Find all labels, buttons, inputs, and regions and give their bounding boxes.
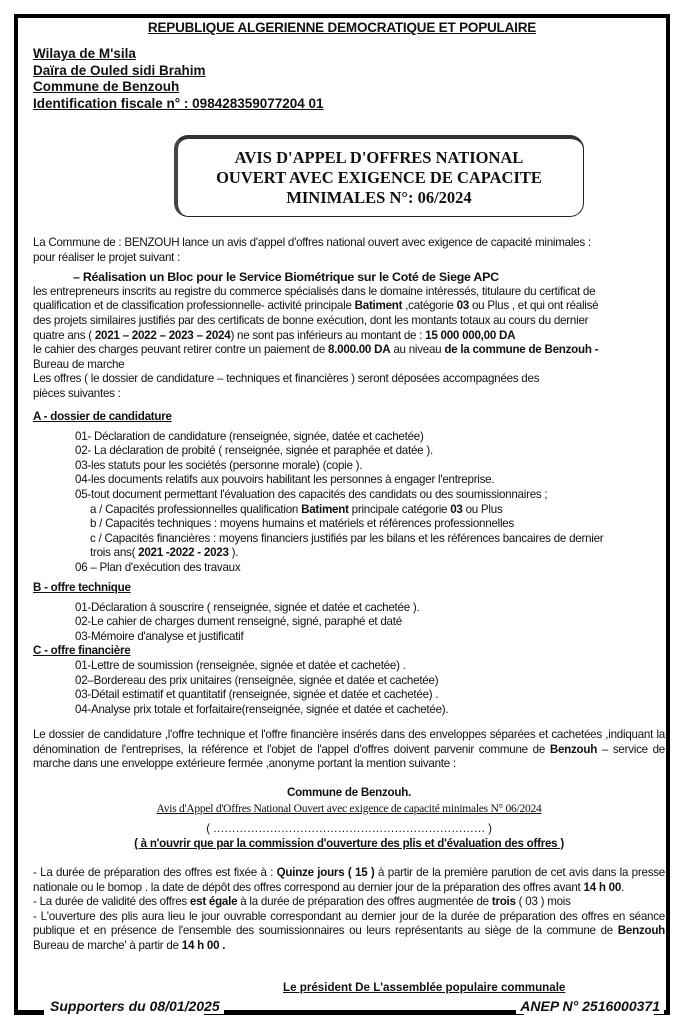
envelope-instructions	[33, 728, 665, 772]
text: quatre ans (	[33, 328, 95, 342]
section-c-item: 03-Détail estimatif et quantitatif (renseignée, signée et datée et cachetée) .	[75, 688, 439, 702]
text: .	[621, 880, 625, 894]
opening-time: 14 h 00 .	[181, 938, 226, 952]
commune: Commune de Benzouh	[33, 79, 180, 94]
text: a / Capacités professionnelles qualification	[90, 502, 302, 516]
text: Bureau de marche' à partir de	[33, 938, 182, 952]
category: 03	[456, 299, 469, 313]
section-c-item: 04-Analyse prix totale et forfaitaire(renseignée, signée et datée et cachetée).	[75, 702, 449, 716]
section-a-item: 03-les statuts pour les sociétés (personne morale) (copie ).	[75, 458, 363, 472]
section-a-item: 05-tout document permettant l'évaluation des capacités des candidats ou des soumissionnaires ;	[75, 487, 548, 501]
cahier-line	[33, 343, 665, 358]
project-title: – Réalisation un Bloc pour le Service Biométrique sur le Coté de Siege APC	[73, 270, 499, 285]
commune-name: Benzouh	[549, 742, 598, 756]
text: principale catégorie	[348, 502, 451, 516]
term-preparation	[33, 866, 665, 895]
capacity-c: c / Capacités financières : moyens financiers justifiés par les bilans et les références bancaires de dernier	[90, 531, 604, 545]
text: à la durée de préparation des offres augmentée de	[237, 895, 492, 909]
category: 03	[450, 502, 463, 516]
text: - La durée de validité des offres	[33, 895, 190, 909]
text: ) ne sont pas inférieurs au montant de :	[230, 328, 426, 342]
envelope-label-blank: ( ……………………………………………………………… )	[206, 822, 492, 836]
years: 2021 -2022 - 2023	[138, 546, 229, 560]
fee-amount: 8.000.00 DA	[328, 343, 391, 357]
text: trois ans(	[90, 546, 139, 560]
condition-line-1: les entrepreneurs inscrits au registre du commerce spécialisés dans le domaine intéressés, titulaure du certificat de	[33, 284, 596, 298]
minimum-amount: 15 000 000,00 DA	[425, 328, 516, 342]
text: ,catégorie	[402, 299, 457, 313]
intro-line-1: La Commune de : BENZOUH lance un avis d'appel d'offres national ouvert avec exigence de capacité minimales :	[33, 236, 591, 249]
title-line-1: AVIS D'APPEL D'OFFRES NATIONAL	[234, 148, 524, 167]
text: Le dossier de candidature ,l'offre technique et l'offre financière insérés dans des enveloppes séparées et cachetées ,indiquant la dénomination de l'entreprises, la référence et l'objet de l'appel d'offres doivent parvenir commune de	[33, 728, 665, 756]
activity: Batiment	[354, 299, 403, 313]
daira: Daïra de Ouled sidi Brahim	[33, 62, 206, 78]
capacity-a	[33, 503, 665, 518]
section-a	[33, 410, 665, 576]
footer-anep: ANEP N° 2516000371	[516, 998, 664, 1014]
envelope-label-commune: Commune de Benzouh.	[286, 786, 412, 799]
intro-section	[33, 236, 665, 402]
commune-name: Benzouh	[617, 924, 665, 938]
title-line-3: MINIMALES N°: 06/2024	[286, 188, 472, 207]
section-c-item: 01-Lettre de soumission (renseignée, signée et datée et cachetée) .	[75, 658, 406, 672]
section-c-heading: C - offre financière	[33, 644, 131, 658]
border-segment	[14, 1010, 44, 1015]
location: de la commune de Benzouh -	[444, 343, 599, 357]
envelope-label	[33, 786, 665, 851]
intro-line-2: pour réaliser le projet suivant :	[33, 250, 181, 264]
text: à partir de la première parution de cet avis dans la presse nationale ou le bomop . la date de dépôt des offres correspond au dernier jour de la préparation des offres avant	[33, 866, 665, 894]
section-a-heading: A - dossier de candidature	[33, 410, 172, 423]
text: - La durée de préparation des offres est fixée à :	[33, 866, 277, 879]
activity: Batiment	[301, 502, 349, 516]
deadline-time: 14 h 00	[583, 880, 622, 894]
text: qualification et de classification professionnelle- activité principale	[33, 299, 355, 313]
capacity-b: b / Capacités techniques : moyens humains et matériels et références professionnelles	[90, 517, 515, 531]
years: 2021 – 2022 – 2023 – 2024	[94, 328, 231, 342]
text: au niveau	[390, 343, 445, 357]
wilaya: Wilaya de M'sila	[33, 46, 136, 61]
cahier-line-2: Bureau de marche	[33, 357, 125, 371]
envelope-section	[33, 728, 665, 772]
condition-line-2	[33, 299, 665, 314]
title-line-2: OUVERT AVEC EXIGENCE DE CAPACITE	[216, 168, 542, 187]
section-c-item: 02–Bordereau des prix unitaires (renseignée, signée et datée et cachetée)	[75, 673, 439, 687]
section-b-item: 01-Déclaration à souscrire ( renseignée, signée et datée et cachetée ).	[75, 600, 420, 614]
section-a-item: 04-les documents relatifs aux pouvoirs habilitant les personnes à engager l'entreprise.	[75, 473, 495, 487]
text: - L'ouverture des plis aura lieu le jour ouvrable correspondant au dernier jour de la durée de préparation des offres en séance publique et en présence de l'ensemble des soumissionnaires ou leurs représentants au siège de la commune de	[33, 909, 665, 938]
condition-line-3: des projets similaires justifiés par des certificats de bonne exécution, dont les montants totaux au cours du dernier	[33, 313, 589, 327]
envelope-label-reference: Avis d'Appel d'Offres National Ouvert avec exigence de capacité minimales N° 06/2024	[156, 802, 542, 815]
envelope-label-warning: ( à n'ouvrir que par la commission d'ouverture des plis et d'évaluation des offres )	[134, 836, 564, 850]
section-b-heading: B - offre technique	[33, 581, 131, 594]
term-opening	[33, 910, 665, 954]
duration: Quinze jours ( 15 )	[276, 866, 375, 879]
text: – service de marche dans une enveloppe extérieure fermée ,anonyme portant la mention suivante :	[33, 742, 665, 771]
administration-block	[33, 46, 324, 112]
text: ).	[228, 546, 239, 560]
condition-line-4	[33, 329, 665, 344]
text: le cahier des charges peuvant retirer contre un paiement de	[33, 343, 328, 357]
section-a-item: 01- Déclaration de candidature (renseignée, signée, datée et cachetée)	[75, 429, 424, 443]
text: est égale	[189, 895, 238, 909]
capacity-c-years	[33, 546, 665, 561]
border-segment	[204, 1010, 524, 1015]
section-a-item-06: 06 – Plan d'exécution des travaux	[75, 560, 241, 574]
text: trois	[491, 895, 516, 909]
section-b-item: 02-Le cahier de charges dument renseigné, signé, paraphé et daté	[75, 615, 402, 629]
section-b	[33, 581, 665, 717]
term-validity	[33, 895, 665, 910]
footer-supporters: Supporters du 08/01/2025	[46, 998, 224, 1014]
offres-line-2: pièces suivantes :	[33, 386, 121, 400]
offres-line-1: Les offres ( le dossier de candidature – techniques et financières ) seront déposées accompagnées des	[33, 372, 540, 386]
signature-title: Le président De L'assemblée populaire communale	[283, 981, 566, 994]
section-b-item: 03-Mémoire d'analyse et justificatif	[75, 629, 244, 643]
section-a-item: 02- La déclaration de probité ( renseignée, signée et paraphée et datée ).	[75, 444, 433, 458]
notice-title	[174, 148, 584, 208]
text: ou Plus	[462, 502, 503, 516]
text: ou Plus , et qui ont réalisé	[469, 299, 599, 313]
text: ( 03 ) mois	[515, 895, 571, 909]
terms-section	[33, 866, 665, 954]
country-header: REPUBLIQUE ALGERIENNE DEMOCRATIQUE ET POPULAIRE	[147, 20, 537, 35]
fiscal-id: Identification fiscale n° : 098428359077204 01	[33, 95, 324, 111]
